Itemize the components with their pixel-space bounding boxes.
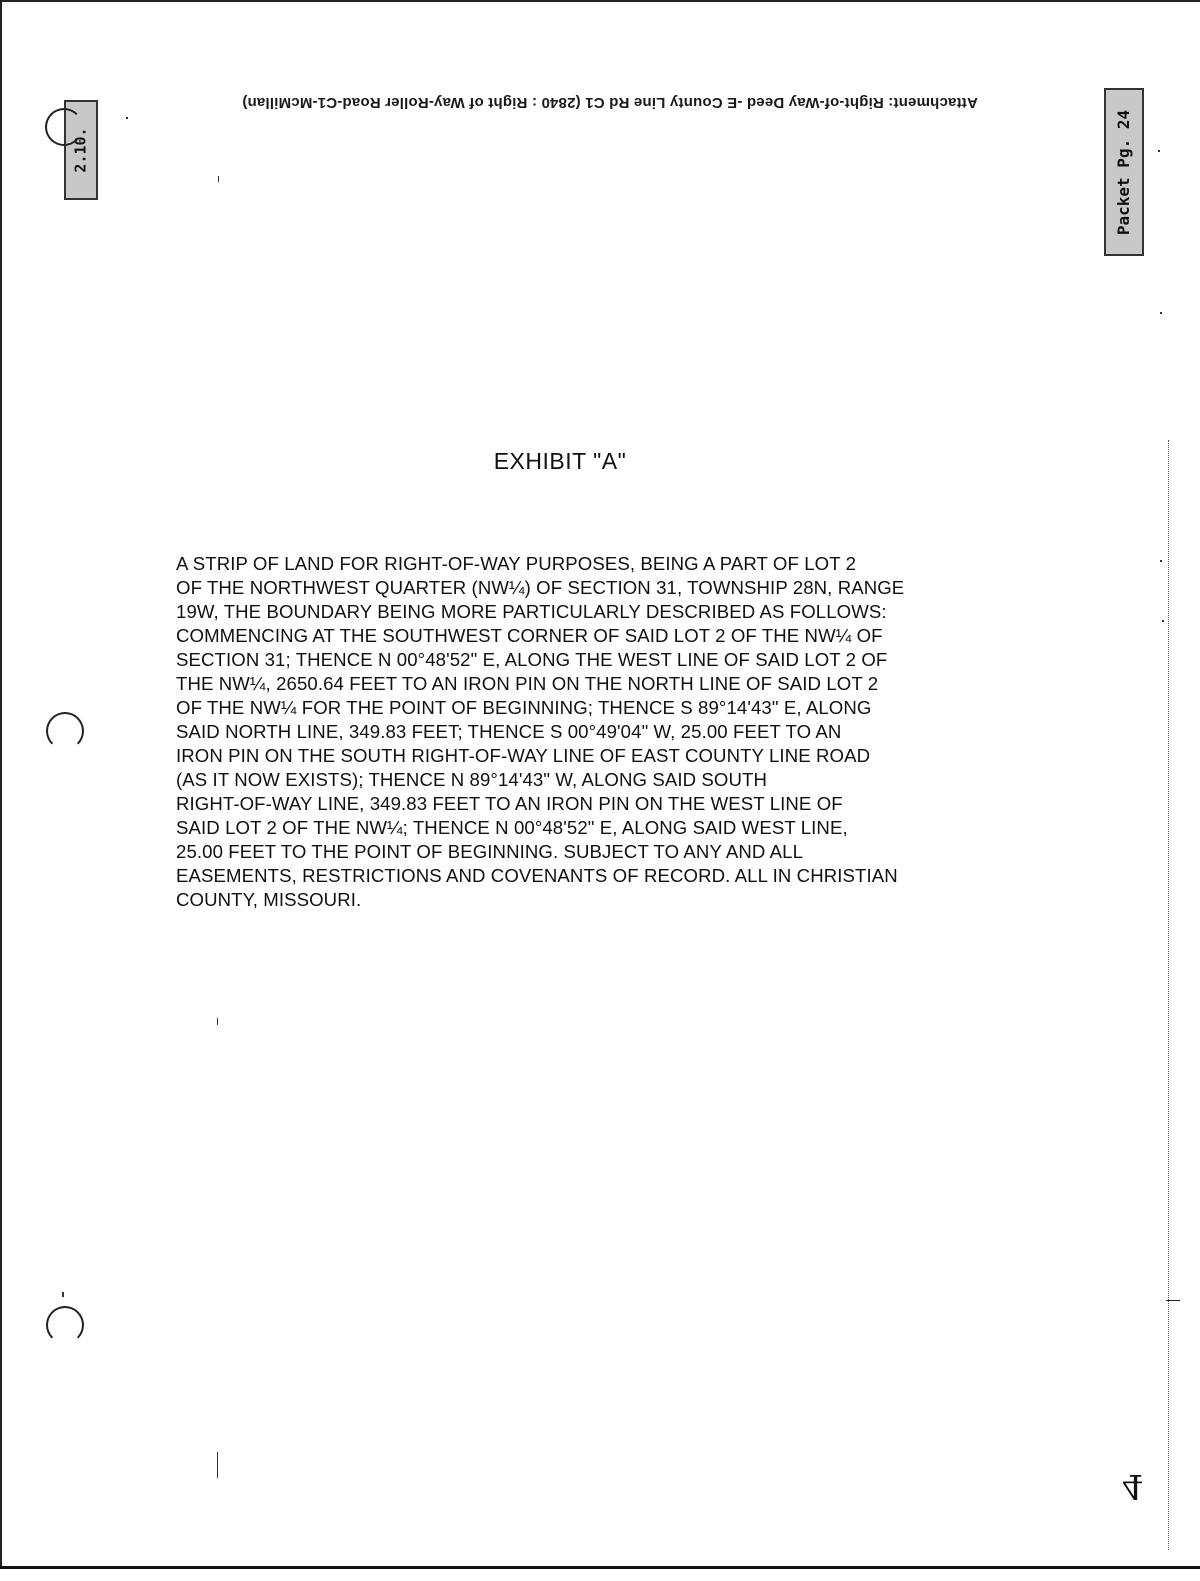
legal-description-line: EASEMENTS, RESTRICTIONS AND COVENANTS OF RECORD. ALL IN CHRISTIAN xyxy=(176,865,898,886)
scan-speck xyxy=(1160,312,1162,314)
packet-page-number: Packet Pg. 24 xyxy=(1114,109,1134,235)
page-border-right xyxy=(1168,440,1169,1550)
page-number: 4 xyxy=(1122,1466,1144,1506)
legal-description-line: IRON PIN ON THE SOUTH RIGHT-OF-WAY LINE OF EAST COUNTY LINE ROAD xyxy=(176,745,871,766)
scan-speck xyxy=(1158,150,1160,152)
scan-speck xyxy=(1162,620,1164,622)
page-border-left xyxy=(0,0,2,1568)
scan-speck xyxy=(218,176,219,182)
agenda-item-number: 2.10. xyxy=(72,127,90,173)
binder-hole-top xyxy=(45,108,83,146)
packet-page-stamp xyxy=(1104,88,1144,256)
legal-description-line: SECTION 31; THENCE N 00°48'52" E, ALONG THE WEST LINE OF SAID LOT 2 OF xyxy=(176,649,888,670)
scan-speck xyxy=(217,1018,218,1025)
attachment-header: Attachment: Right-of-Way Deed -E County Line Rd C1 (2840 : Right of Way-Roller Road-C1-McMillan) xyxy=(242,94,978,111)
exhibit-title: EXHIBIT "A" xyxy=(493,448,627,474)
legal-description xyxy=(176,552,1016,912)
binder-hole-middle xyxy=(46,712,84,750)
legal-description-line: 19W, THE BOUNDARY BEING MORE PARTICULARLY DESCRIBED AS FOLLOWS: xyxy=(176,601,887,622)
legal-description-line: SAID NORTH LINE, 349.83 FEET; THENCE S 00°49'04" W, 25.00 FEET TO AN xyxy=(176,721,842,742)
legal-description-line: OF THE NW¼ FOR THE POINT OF BEGINNING; THENCE S 89°14'43" E, ALONG xyxy=(176,697,872,718)
scan-speck xyxy=(1160,560,1162,562)
legal-description-line: COMMENCING AT THE SOUTHWEST CORNER OF SAID LOT 2 OF THE NW¼ OF xyxy=(176,625,883,646)
scan-speck xyxy=(217,1452,218,1478)
page-border-bottom xyxy=(0,1566,1200,1569)
legal-description-line: THE NW¼, 2650.64 FEET TO AN IRON PIN ON THE NORTH LINE OF SAID LOT 2 xyxy=(176,673,879,694)
legal-description-line: A STRIP OF LAND FOR RIGHT-OF-WAY PURPOSES, BEING A PART OF LOT 2 xyxy=(176,553,857,574)
legal-description-line: COUNTY, MISSOURI. xyxy=(176,889,362,910)
scan-speck xyxy=(62,1292,64,1297)
legal-description-line: (AS IT NOW EXISTS); THENCE N 89°14'43" W, ALONG SAID SOUTH xyxy=(176,769,767,790)
scan-speck xyxy=(126,117,128,119)
page-border-tick xyxy=(1166,1300,1180,1301)
legal-description-line: 25.00 FEET TO THE POINT OF BEGINNING. SUBJECT TO ANY AND ALL xyxy=(176,841,804,862)
binder-hole-bottom xyxy=(46,1306,84,1344)
legal-description-line: RIGHT-OF-WAY LINE, 349.83 FEET TO AN IRON PIN ON THE WEST LINE OF xyxy=(176,793,843,814)
legal-description-line: SAID LOT 2 OF THE NW¼; THENCE N 00°48'52" E, ALONG SAID WEST LINE, xyxy=(176,817,848,838)
legal-description-line: OF THE NORTHWEST QUARTER (NW¼) OF SECTION 31, TOWNSHIP 28N, RANGE xyxy=(176,577,905,598)
page-border-top xyxy=(0,0,1200,2)
